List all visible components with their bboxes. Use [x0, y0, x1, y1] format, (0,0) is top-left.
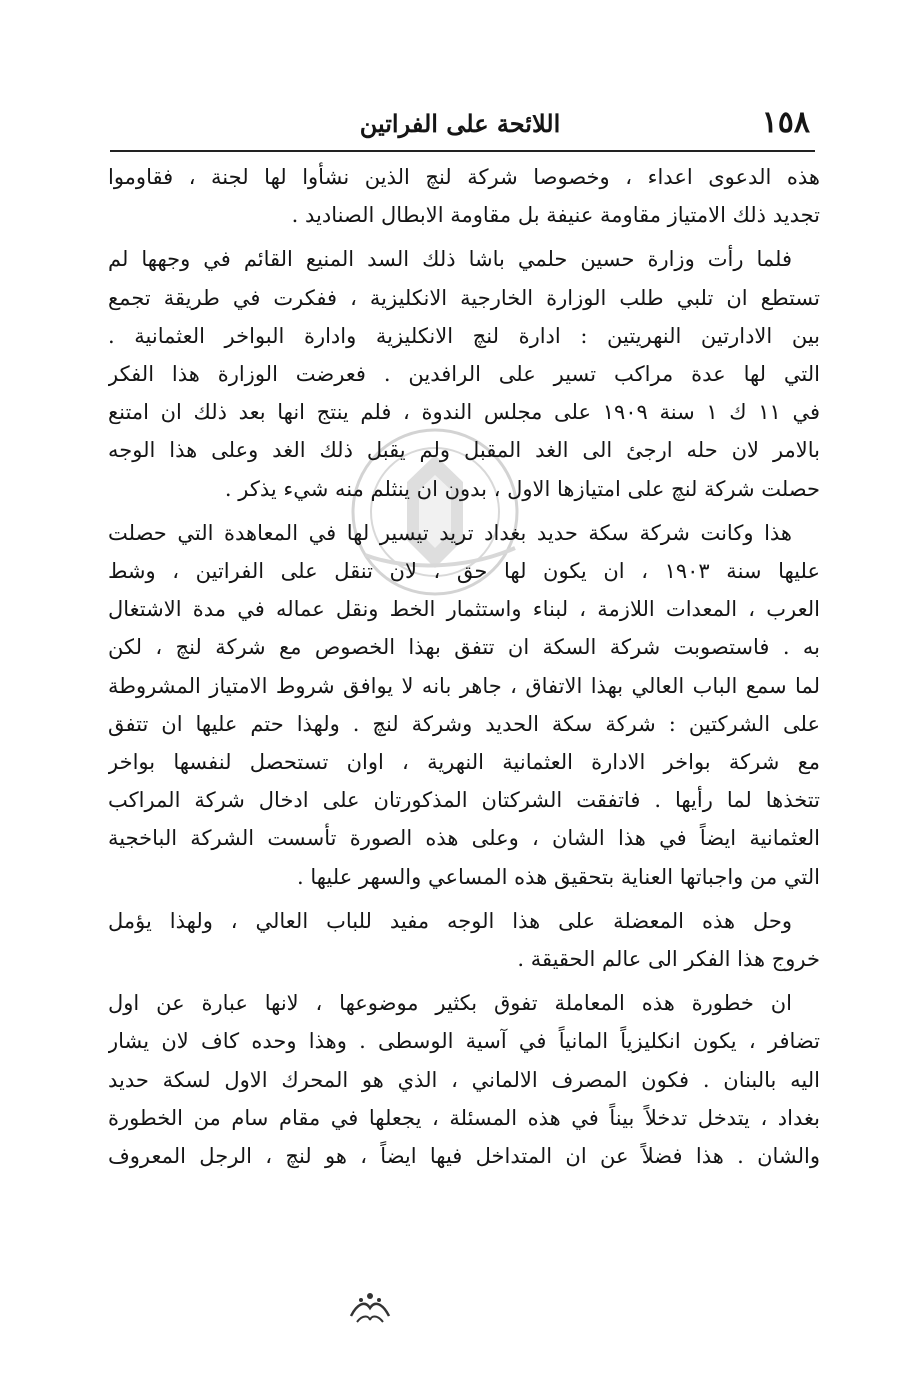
text-line: التي من واجباتها العناية بتحقيق هذه المساعي والسهر عليها . [296, 864, 820, 889]
text-line: فلما رأت وزارة حسين حلمي باشا ذلك السد المنيع القائم في وجهها لم [108, 247, 792, 272]
text-line: تستطع ان تلبي طلب الوزارة الخارجية الانكليزية ، ففكرت في طريقة تجمع [108, 285, 820, 310]
text-line: عليها سنة ١٩٠٣ ، ان يكون لها حق ، لان تنقل على الفراتين ، وشط [108, 559, 820, 584]
body-text [108, 158, 820, 1175]
text-line: مع شركة بواخر الادارة العثمانية النهرية ، اوان تستحصل لنفسها بواخر [108, 750, 820, 775]
text-line: على الشركتين : شركة سكة الحديد وشركة لنچ . ولهذا حتم عليها ان تتفق [108, 711, 820, 736]
text-line: هذه الدعوى اعداء ، وخصوصا شركة لنچ الذين نشأوا لها لجنة ، فقاوموا [108, 165, 820, 189]
text-line: العرب ، المعدات اللازمة ، لبناء واستثمار الخط ونقل عماله في مدة الاشتغال [108, 597, 820, 622]
page-number: ١٥٨ [761, 105, 810, 140]
text-line: تضافر ، يكون انكليزياً المانياً في آسية الوسطى . وهذا وحده كاف لان يشار [108, 1029, 820, 1054]
text-line: والشان . هذا فضلاً عن ان المتداخل فيها ايضاً ، هو لنچ ، الرجل المعروف [108, 1144, 820, 1169]
text-line: بالامر لان حله ارجئ الى الغد المقبل ولم يقبل ذلك الغد وعلى هذا الوجه [108, 438, 820, 463]
text-line: في ١١ ك ١ سنة ١٩٠٩ على مجلس الندوة ، فلم ينتج انها بعد ذلك ان امتنع [108, 400, 820, 425]
text-line: اليه بالبنان . فكون المصرف الالماني ، الذي هو المحرك الاول لسكة حديد [108, 1067, 820, 1092]
text-line: العثمانية ايضاً في هذا الشان ، وعلى هذه الصورة تأسست الشركة الباخجية [108, 826, 820, 851]
text-line: تتخذها لما رأيها . فاتفقت الشركتان المذكورتان على ادخال شركة المراكب [108, 788, 820, 813]
text-line: تجديد ذلك الامتياز مقاومة عنيفة بل مقاومة الابطال الصناديد . [291, 203, 820, 228]
text-line: بين الادارتين النهريتين : ادارة لنچ الانكليزية وادارة البواخر العثمانية . [108, 323, 820, 348]
text-line: ان خطورة هذه المعاملة تفوق بكثير موضوعها ، لانها عبارة عن اول [108, 991, 792, 1016]
text-line: خروج هذا الفكر الى عالم الحقيقة . [517, 947, 820, 972]
text-line: بغداد ، يتدخل تدخلاً بيناً في هذه المسئلة ، يجعلها في مقام سام من الخطورة [108, 1105, 820, 1130]
header-rule [110, 150, 815, 152]
text-line: التي لها عدة مراكب تسير على الرافدين . فعرضت الوزارة هذا الفكر [108, 362, 820, 387]
text-line: لما سمع الباب العالي بهذا الاتفاق ، جاهر بانه لا يوافق شروط الامتياز المشروطة [108, 673, 820, 698]
text-line: به . فاستصوبت شركة السكة ان تتفق بهذا الخصوص مع شركة لنچ ، لكن [108, 635, 820, 660]
page-header [110, 105, 810, 149]
ornament-icon [345, 1286, 395, 1330]
text-line: هذا وكانت شركة سكة حديد بغداد تريد تيسير لها في المعاهدة التي حصلت [108, 520, 792, 545]
text-line: حصلت شركة لنچ على امتيازها الاول ، بدون ان ينثلم منه شيء يذكر . [224, 476, 820, 501]
running-title: اللائحة على الفراتين [359, 109, 561, 138]
text-line: وحل هذه المعضلة على هذا الوجه مفيد للباب العالي ، ولهذا يؤمل [108, 908, 792, 933]
